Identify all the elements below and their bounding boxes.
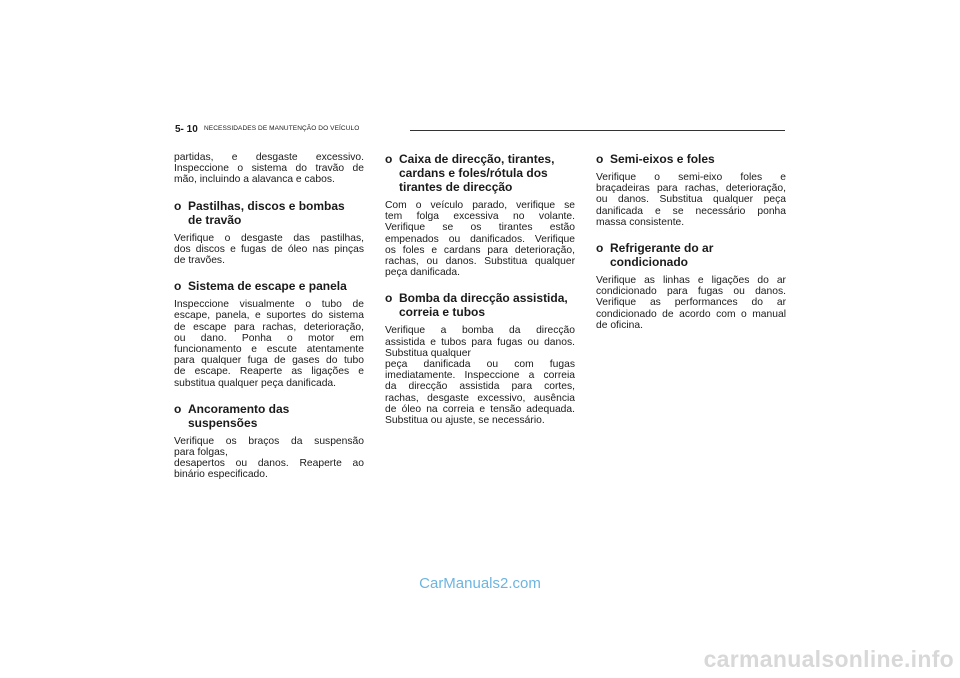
section-heading [385,291,575,319]
text-line: tem folga excessiva no volante. [385,211,575,223]
text-line: Verifique os braços da suspensão [174,435,364,447]
text-line: da direcção assistida para cortes, [385,381,575,393]
text-line: de escape. Reaperte as ligações e [174,366,364,378]
text-line: dos discos e fugas de óleo nas pinças [174,243,364,255]
text-line: Substitua ou ajuste, se necessário. [385,415,545,427]
heading-line: Pastilhas, discos e bombas [188,198,345,213]
text-line: Verifique o desgaste das pastilhas, [174,232,364,244]
bullet-marker: o [174,279,182,294]
section-heading [174,199,364,227]
section-ac-refrigerant [596,241,786,331]
section-heading [385,152,575,194]
bullet-marker: o [596,152,604,166]
section-body [174,299,364,389]
column-middle [385,152,575,426]
heading-line: Bomba da direcção assistida, [399,291,568,306]
text-line: peça danificada ou com fugas [385,359,575,371]
heading-line: de travão [188,212,242,227]
text-line: Verifique as linhas e ligações do ar [596,275,786,287]
page-number: 5- 10 [175,124,198,135]
bullet-marker: o [385,152,393,166]
heading-line: Refrigerante do ar [610,241,714,256]
text-line: binário especificado. [174,469,268,481]
text-line: peça danificada. [385,267,460,279]
section-body [596,275,786,331]
bullet-marker: o [385,291,393,306]
text-line: empenados ou danificados. Verifique [385,233,575,245]
heading-line: tirantes de direcção [399,180,513,194]
text-line: rachas, ou danos. Substitua qualquer [385,256,575,268]
section-body [174,233,364,267]
carmanualsonline-watermark: carmanualsonline.info [703,646,954,672]
text-line: Verifique o semi-eixo foles e [596,172,786,183]
text-line: condicionado de acordo com o manual [596,308,786,320]
text-line: Verifique se os tirantes estão [385,222,575,234]
text-line: de óleo na correia e tensão adequada. [385,403,575,415]
section-heading [596,152,786,166]
text-line: os foles e cardans para deterioração, [385,244,575,256]
header-divider [410,130,785,131]
text-line: funcionamento e escute atentamente [174,344,364,356]
heading-line: cardans e foles/rótula dos [399,166,548,180]
carmanuals2-watermark: CarManuals2.com [419,575,541,592]
text-line: substitua qualquer peça danificada. [174,377,337,389]
heading-line: correia e tubos [399,305,486,320]
bullet-marker: o [174,401,182,416]
section-body [385,200,575,278]
text-line: condicionado para fugas ou danos. [596,286,786,298]
page-header [175,124,785,138]
text-line: escape, panela, e suportes do sistema [174,310,364,322]
section-suspension-mounts [174,402,364,481]
section-half-shafts [596,152,786,228]
bullet-marker: o [174,198,182,213]
text-line: ou danos. Substitua qualquer peça [596,194,786,206]
heading-line: condicionado [610,255,688,270]
section-heading [596,241,786,269]
heading-line: Caixa de direcção, tirantes, [399,152,555,166]
text-line: de travões. [174,255,225,267]
section-heading [174,279,364,293]
text-line: ou dano. Ponha o motor em [174,332,364,344]
heading-line: Ancoramento das [188,401,290,416]
section-body [385,325,575,426]
heading-line: suspensões [188,415,258,430]
text-line: de escape para rachas, deterioração, [174,321,364,333]
section-heading [174,402,364,430]
column-right [596,152,786,331]
text-line: danificada e se necessário ponha [596,205,786,217]
text-line: desapertos ou danos. Reaperte ao [174,458,364,470]
text-line: partidas, e desgaste excessivo. [174,152,364,163]
chapter-title: NECESSIDADES DE MANUTENÇÃO DO VEÍCULO [204,125,360,132]
text-line: Inspeccione visualmente o tubo de [174,299,364,311]
text-line: rachas, desgaste excessivo, ausência [385,392,575,404]
text-line: Inspeccione o sistema do travão de [174,163,364,175]
intro-paragraph [174,152,364,186]
text-line: Substitua qualquer [385,347,471,359]
section-body [174,436,364,481]
column-left [174,152,364,481]
section-steering-box [385,152,575,278]
text-line: Verifique a bomba da direcção [385,325,575,337]
text-line: Com o veículo parado, verifique se [385,200,575,211]
section-brake-pads [174,199,364,267]
text-line: imediatamente. Inspeccione a correia [385,370,575,382]
text-line: para folgas, [174,447,228,459]
section-body [596,172,786,228]
heading-line: Sistema de escape e panela [188,279,347,294]
text-line: massa consistente. [596,216,685,228]
heading-line: Semi-eixos e foles [610,152,715,166]
text-line: para qualquer fuga de gases do tubo [174,355,364,367]
section-power-steering-pump [385,291,575,426]
text-line: mão, incluindo a alavanca e cabos. [174,174,335,186]
text-line: braçadeiras para rachas, deterioração, [596,183,786,195]
text-line: de oficina. [596,319,643,331]
section-exhaust-system [174,279,364,389]
text-line: assistida e tubos para fugas ou danos. [385,336,575,348]
bullet-marker: o [596,241,604,256]
text-line: Verifique as performances do ar [596,297,786,309]
